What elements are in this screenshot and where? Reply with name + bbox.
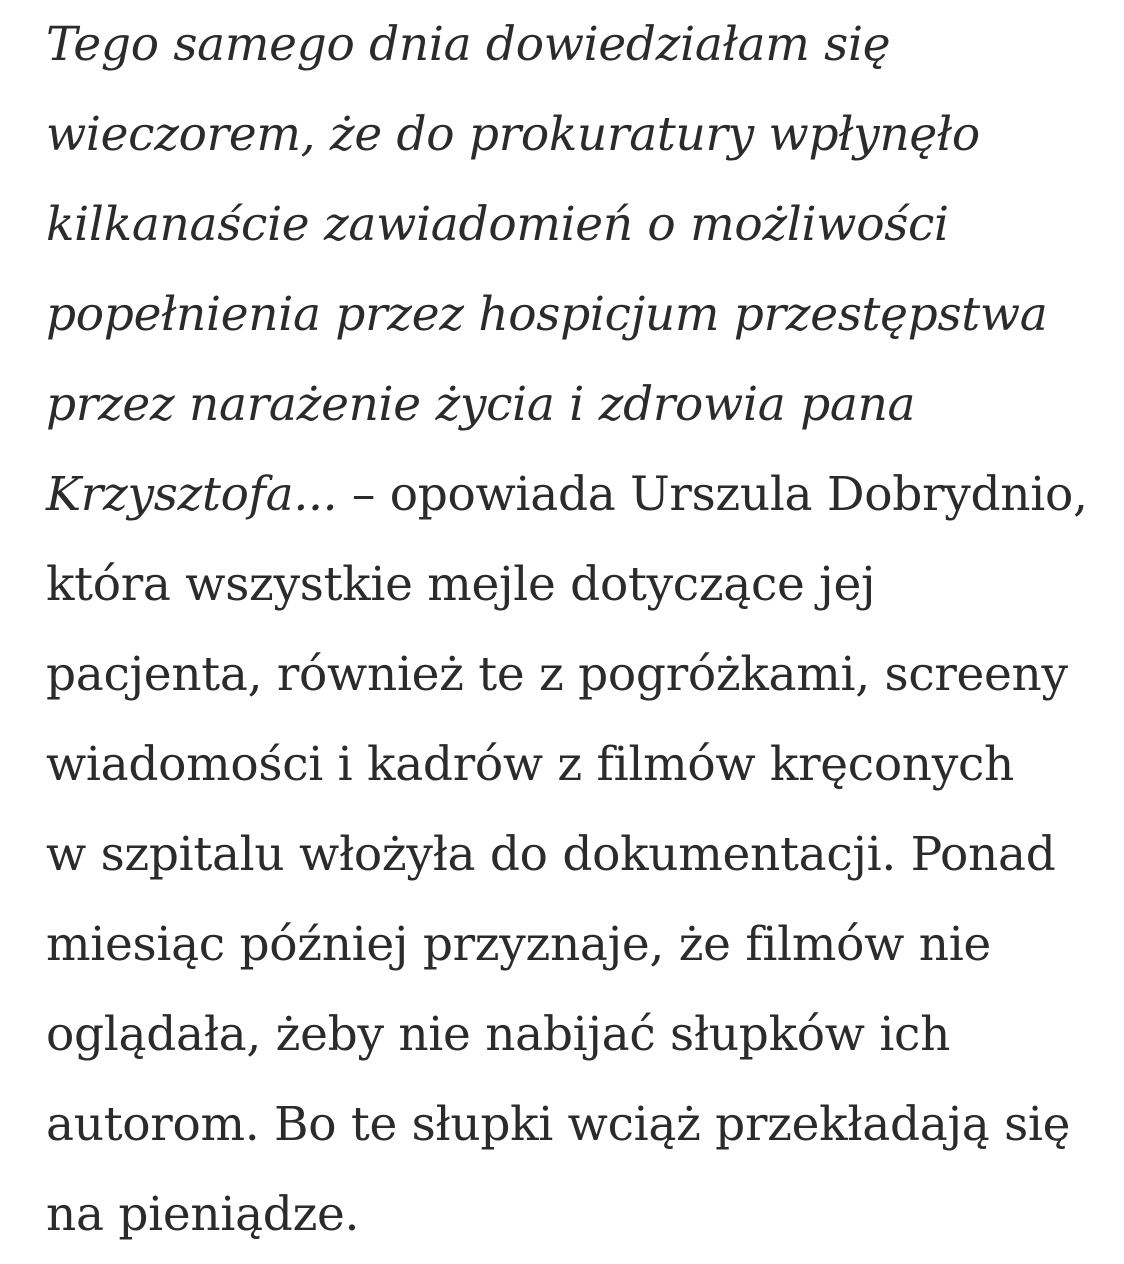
body-text: w szpitalu włożyła do dokumentacji. Ponad [46, 827, 1056, 882]
body-text: wiadomości i kadrów z filmów kręconych [46, 737, 1015, 792]
quote-text: przez narażenie życia i zdrowia pana [46, 377, 916, 432]
paragraph-line [46, 360, 1106, 450]
paragraph-line [46, 990, 1106, 1080]
body-text: na pieniądze. [46, 1187, 360, 1242]
paragraph-line [46, 630, 1106, 720]
paragraph-line [46, 180, 1106, 270]
body-text: która wszystkie mejle dotyczące jej [46, 557, 876, 612]
paragraph-line [46, 1080, 1106, 1170]
paragraph-line [46, 540, 1106, 630]
paragraph-line [46, 810, 1106, 900]
body-text: – opowiada Urszula Dobrydnio, [337, 467, 1088, 522]
quote-text: wieczorem, że do prokuratury wpłynęło [46, 107, 980, 162]
paragraph-line [46, 270, 1106, 360]
paragraph-line [46, 0, 1106, 90]
body-text: autorom. Bo te słupki wciąż przekładają się [46, 1097, 1071, 1152]
paragraph-line [46, 900, 1106, 990]
article-paragraph [46, 0, 1106, 1260]
quote-text: kilkanaście zawiadomień o możliwości [46, 197, 949, 252]
paragraph-line [46, 90, 1106, 180]
paragraph-line [46, 1170, 1106, 1260]
paragraph-line [46, 720, 1106, 810]
quote-text: popełnienia przez hospicjum przestępstwa [46, 287, 1048, 342]
body-text: oglądała, żeby nie nabijać słupków ich [46, 1007, 951, 1062]
paragraph-line [46, 450, 1106, 540]
quote-text: Krzysztofa... [46, 467, 338, 522]
body-text: pacjenta, również te z pogróżkami, screeny [46, 647, 1068, 702]
quote-text: Tego samego dnia dowiedziałam się [46, 17, 891, 72]
body-text: miesiąc później przyznaje, że filmów nie [46, 917, 991, 972]
